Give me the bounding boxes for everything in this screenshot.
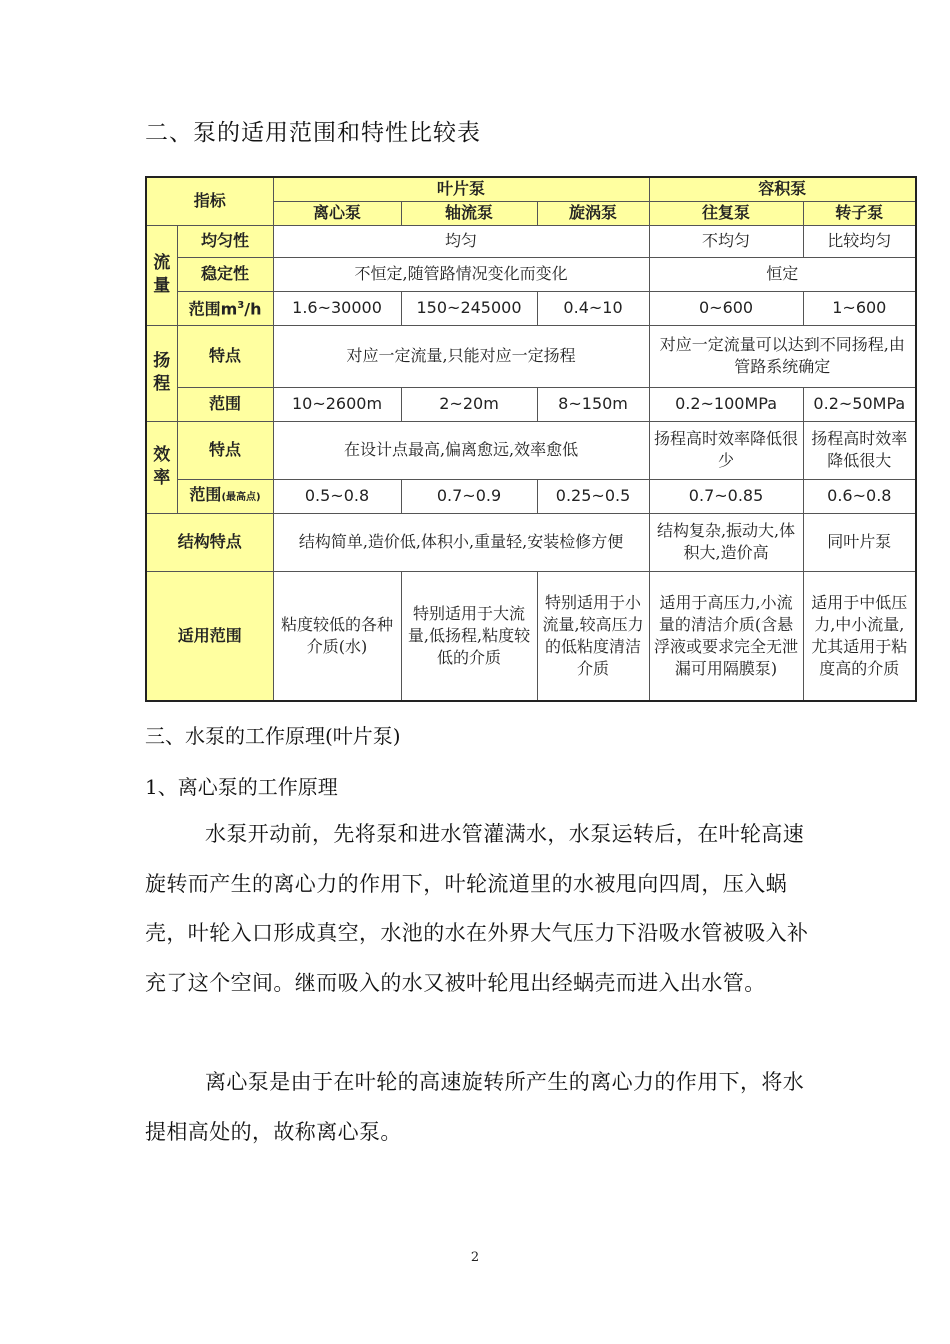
flow-uniformity-vane: 均匀 [273,225,649,257]
page-number: 2 [470,1250,480,1265]
paragraph-2: 离心泵是由于在叶轮的高速旋转所产生的离心力的作用下，将水提相高处的，故称离心泵。 [145,1070,805,1144]
head-range-centrifugal: 10~2600m [273,387,401,421]
application-axial: 特别适用于大流量,低扬程,粘度较低的介质 [401,571,537,701]
head-feature-volumetric: 对应一定流量可以达到不同扬程,由管路系统确定 [649,325,916,387]
efficiency-feature-rotary: 扬程高时效率降低很大 [803,421,916,479]
section3-title: 三、水泵的工作原理(叶片泵) [145,724,401,748]
efficiency-range-reciprocating: 0.7~0.85 [649,479,803,513]
structure-label: 结构特点 [146,513,273,571]
flow-stability-row [146,257,916,291]
header-indicator: 指标 [146,177,273,225]
subsection1-title: 1、离心泵的工作原理 [145,775,338,799]
efficiency-range-vortex: 0.25~0.5 [537,479,649,513]
flow-group-label: 流量 [146,225,177,325]
head-feature-row [146,325,916,387]
efficiency-range-axial: 0.7~0.9 [401,479,537,513]
pump-comparison-table [145,176,917,702]
header-reciprocating: 往复泵 [649,201,803,225]
header-volumetric-pump: 容积泵 [649,177,916,201]
flow-range-label: 范围$m^3/h$ [177,291,273,325]
paragraph-1: 水泵开动前，先将泵和进水管灌满水，水泵运转后，在叶轮高速旋转而产生的离心力的作用下，叶轮流道里的水被甩向四周，压入蜗壳，叶轮入口形成真空，水池的水在外界大气压力下沿吸水管被吸入补充了这个空间。继而吸入的水又被叶轮甩出经蜗壳而进入出水管。 [145,822,809,995]
flow-range-axial: 150~245000 [401,291,537,325]
flow-range-row [146,291,916,325]
flow-uniformity-label: 均匀性 [177,225,273,257]
head-group-label: 扬程 [146,325,177,421]
efficiency-range-rotary: 0.6~0.8 [803,479,916,513]
flow-range-vortex: 0.4~10 [537,291,649,325]
efficiency-group-label: 效率 [146,421,177,513]
header-rotary: 转子泵 [803,201,916,225]
application-label: 适用范围 [146,571,273,701]
head-range-axial: 2~20m [401,387,537,421]
structure-rotary: 同叶片泵 [803,513,916,571]
head-range-rotary: 0.2~50MPa [803,387,916,421]
flow-range-centrifugal: 1.6~30000 [273,291,401,325]
flow-range-rotary: 1~600 [803,291,916,325]
header-centrifugal: 离心泵 [273,201,401,225]
efficiency-feature-reciprocating: 扬程高时效率降低很少 [649,421,803,479]
application-centrifugal: 粘度较低的各种介质(水) [273,571,401,701]
efficiency-feature-vane: 在设计点最高,偏离愈远,效率愈低 [273,421,649,479]
flow-stability-label: 稳定性 [177,257,273,291]
section-title: 二、泵的适用范围和特性比较表 [145,120,481,146]
efficiency-range-label: 范围(最高点) [177,479,273,513]
flow-stability-vane: 不恒定,随管路情况变化而变化 [273,257,649,291]
head-range-row [146,387,916,421]
header-row-1 [146,177,916,201]
structure-reciprocating: 结构复杂,振动大,体积大,造价高 [649,513,803,571]
header-vane-pump: 叶片泵 [273,177,649,201]
head-range-reciprocating: 0.2~100MPa [649,387,803,421]
head-feature-vane: 对应一定流量,只能对应一定扬程 [273,325,649,387]
header-axial: 轴流泵 [401,201,537,225]
flow-uniformity-rotary: 比较均匀 [803,225,916,257]
head-range-vortex: 8~150m [537,387,649,421]
efficiency-feature-row [146,421,916,479]
application-rotary: 适用于中低压力,中小流量, 尤其适用于粘度高的介质 [803,571,916,701]
application-row [146,571,916,701]
flow-uniformity-reciprocating: 不均匀 [649,225,803,257]
header-vortex: 旋涡泵 [537,201,649,225]
structure-row [146,513,916,571]
efficiency-range-centrifugal: 0.5~0.8 [273,479,401,513]
head-range-label: 范围 [177,387,273,421]
application-vortex: 特别适用于小流量,较高压力的低粘度清洁介质 [537,571,649,701]
flow-range-reciprocating: 0~600 [649,291,803,325]
flow-stability-volumetric: 恒定 [649,257,916,291]
application-reciprocating: 适用于高压力,小流量的清洁介质(含悬浮液或要求完全无泄漏可用隔膜泵) [649,571,803,701]
efficiency-feature-label: 特点 [177,421,273,479]
structure-vane: 结构简单,造价低,体积小,重量轻,安装检修方便 [273,513,649,571]
head-feature-label: 特点 [177,325,273,387]
efficiency-range-row [146,479,916,513]
flow-uniformity-row [146,225,916,257]
